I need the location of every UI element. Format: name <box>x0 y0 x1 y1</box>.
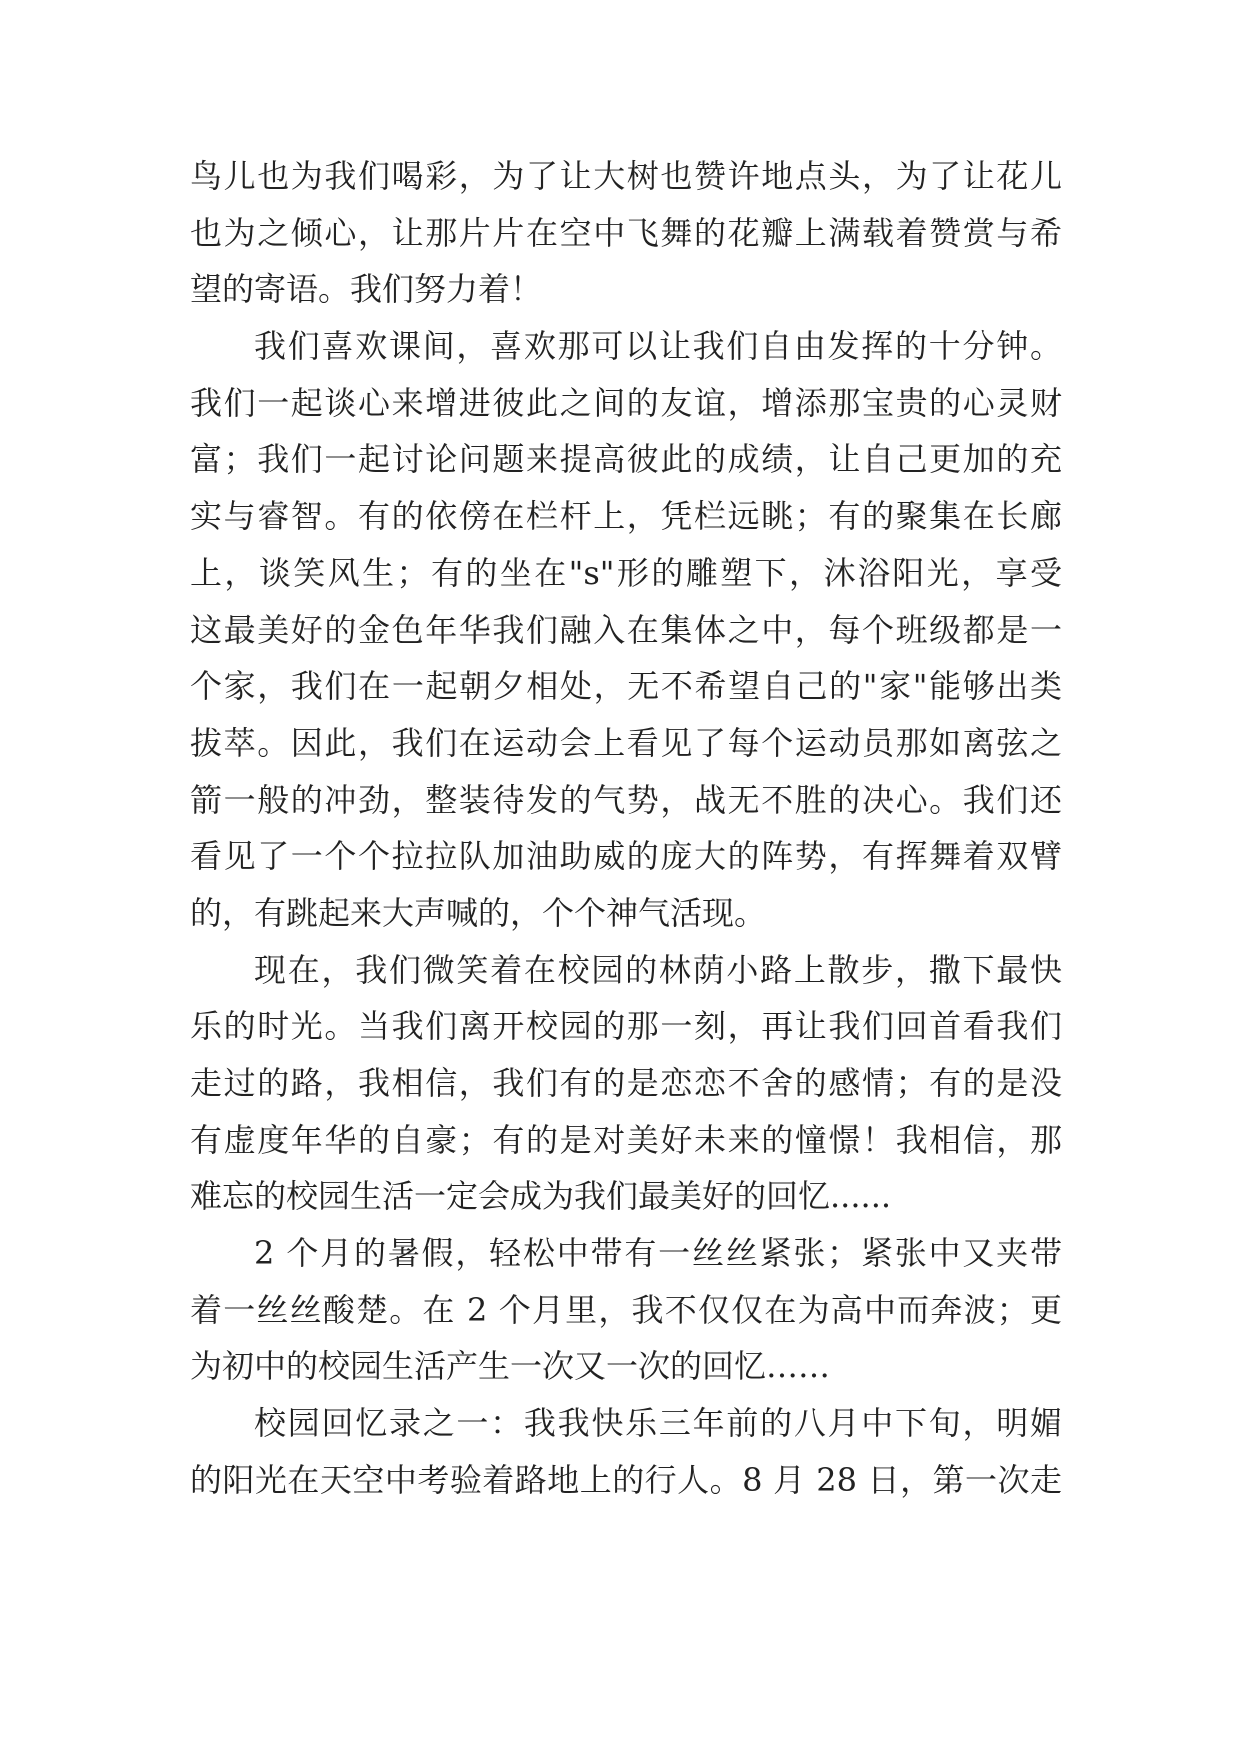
text-line: 为初中的校园生活产生一次又一次的回忆…… <box>190 1347 831 1386</box>
text-line: 箭一般的冲劲，整装待发的气势，战无不胜的决心。我们还 <box>190 780 1062 819</box>
text-line: 走过的路，我相信，我们有的是恋恋不舍的感情；有的是没 <box>190 1064 1062 1102</box>
text-line: 我们喜欢课间，喜欢那可以让我们自由发挥的十分钟。 <box>254 327 1062 366</box>
text-line: 的阳光在天空中考验着路地上的行人。8 月 28 日，第一次走 <box>190 1460 1062 1499</box>
text-line: 乐的时光。当我们离开校园的那一刻，再让我们回首看我们 <box>190 1007 1062 1046</box>
text-line: 2 个月的暑假，轻松中带有一丝丝紧张；紧张中又夹带 <box>254 1234 1062 1273</box>
text-line: 我们一起谈心来增进彼此之间的友谊，增添那宝贵的心灵财 <box>190 383 1062 422</box>
document-body <box>190 148 1062 1509</box>
text-line: 这最美好的金色年华我们融入在集体之中，每个班级都是一 <box>190 610 1062 649</box>
paragraph-4 <box>190 1225 1062 1395</box>
text-line: 富；我们一起讨论问题来提高彼此的成绩，让自己更加的充 <box>190 440 1062 479</box>
paragraph-3 <box>190 942 1062 1225</box>
text-line: 拔萃。因此，我们在运动会上看见了每个运动员那如离弦之 <box>190 723 1062 762</box>
text-line: 上，谈笑风生；有的坐在"s"形的雕塑下，沐浴阳光，享受 <box>190 553 1062 592</box>
text-line: 个家，我们在一起朝夕相处，无不希望自己的"家"能够出类 <box>190 667 1062 706</box>
paragraph-2 <box>190 318 1062 942</box>
text-line: 鸟儿也为我们喝彩，为了让大树也赞许地点头，为了让花儿 <box>190 157 1062 195</box>
text-line: 着一丝丝酸楚。在 2 个月里，我不仅仅在为高中而奔波；更 <box>190 1290 1062 1329</box>
text-line: 难忘的校园生活一定会成为我们最美好的回忆...... <box>190 1177 892 1216</box>
paragraph-1 <box>190 148 1062 318</box>
paragraph-5 <box>190 1395 1062 1508</box>
text-line: 的，有跳起来大声喊的，个个神气活现。 <box>190 893 767 932</box>
text-line: 校园回忆录之一：我我快乐三年前的八月中下旬，明媚 <box>254 1404 1062 1443</box>
text-line: 也为之倾心，让那片片在空中飞舞的花瓣上满载着赞赏与希 <box>190 213 1062 252</box>
text-line: 有虚度年华的自豪；有的是对美好未来的憧憬！我相信，那 <box>190 1120 1062 1159</box>
text-line: 实与睿智。有的依傍在栏杆上，凭栏远眺；有的聚集在长廊 <box>190 497 1062 536</box>
text-line: 看见了一个个拉拉队加油助威的庞大的阵势，有挥舞着双臂 <box>190 837 1062 876</box>
text-line: 现在，我们微笑着在校园的林荫小路上散步，撒下最快 <box>254 950 1062 989</box>
text-line: 望的寄语。我们努力着！ <box>190 270 543 309</box>
